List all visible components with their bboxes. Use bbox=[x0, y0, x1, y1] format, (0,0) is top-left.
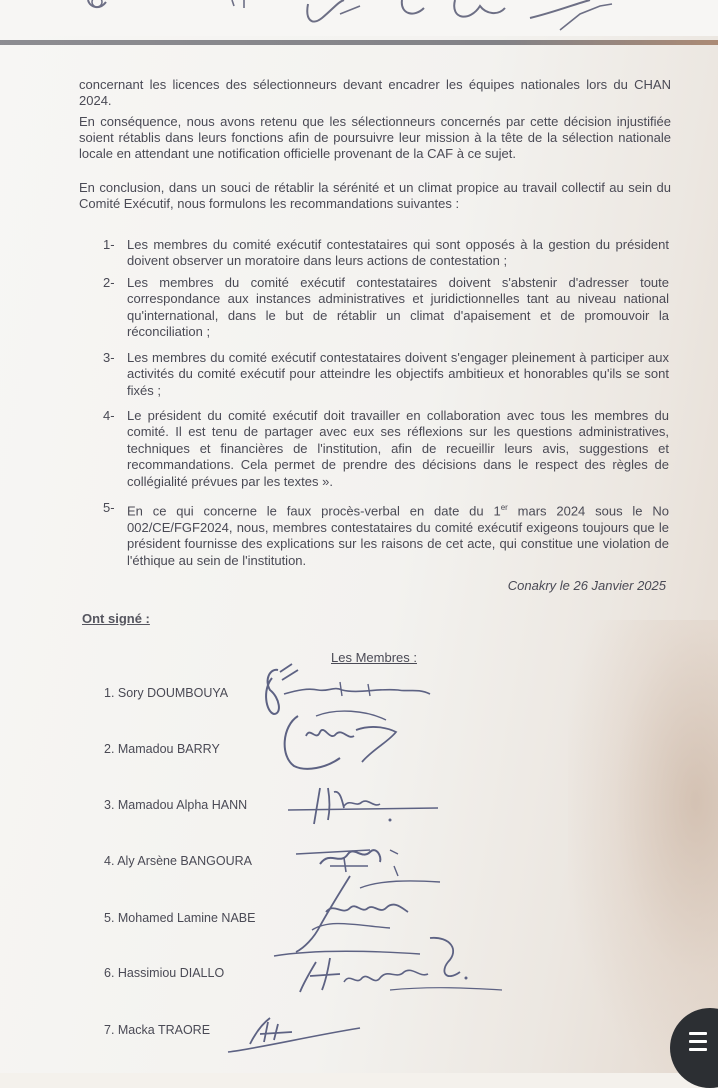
members-heading: Les Membres : bbox=[331, 650, 417, 665]
member-4: 4. Aly Arsène BANGOURA bbox=[104, 854, 252, 868]
recommendation-text: Les membres du comité exécutif contestataires doivent s'abstenir d'adresser toute correspondance aux instances administratives et juridictionnelles tant au niveau national qu'international, dans le but de rétablir un climat d'apaisement et de promouvoir la réconciliation ; bbox=[127, 275, 669, 340]
recommendation-text: Les membres du comité exécutif contestataires qui sont opposés à la gestion du président doivent observer un moratoire dans leurs actions de contestation ; bbox=[127, 237, 669, 269]
recommendation-4 bbox=[103, 408, 669, 490]
member-5: 5. Mohamed Lamine NABE bbox=[104, 911, 256, 925]
recommendation-number: 4- bbox=[103, 408, 115, 423]
recommendation-text-start: En ce qui concerne le faux procès-verbal en date du 1 bbox=[127, 503, 501, 519]
member-2: 2. Mamadou BARRY bbox=[104, 742, 220, 756]
recommendation-1 bbox=[103, 237, 669, 270]
paragraph-conclusion bbox=[79, 180, 671, 212]
recommendation-text-end: mars 2024 sous le No 002/CE/FGF2024, nous, membres contestataires du comité exécutif exigeons toujours que le président fournisse des explications sur les raisons de cet acte, qui constitue une violation de l'éthique au sein de l'institution. bbox=[127, 503, 669, 568]
conclusion-lead: En conclusion bbox=[79, 180, 161, 195]
member-1: 1. Sory DOUMBOUYA bbox=[104, 686, 229, 700]
signed-label: Ont signé : bbox=[82, 611, 150, 626]
recommendation-3 bbox=[103, 350, 669, 399]
recommendation-text: Les membres du comité exécutif contestataires doivent s'engager pleinement à participer aux activités du comité exécutif pour atteindre les objectifs ambitieux et honorables qu'ils se sont fixés ; bbox=[127, 350, 669, 398]
recommendation-number: 1- bbox=[103, 237, 115, 252]
member-3: 3. Mamadou Alpha HANN bbox=[104, 798, 248, 812]
place-date: Conakry le 26 Janvier 2025 bbox=[507, 578, 666, 593]
recommendation-number: 3- bbox=[103, 350, 115, 365]
recommendation-number: 5- bbox=[103, 500, 115, 515]
recommendation-number: 2- bbox=[103, 275, 115, 290]
recommendation-2 bbox=[103, 275, 669, 341]
recommendation-text: Le président du comité exécutif doit travailler en collaboration avec tous les membres du comité. Il est tenu de partager avec eux ses réflexions sur les questions administratives, techniques et financières de l'institution, afin de recueillir leurs avis, suggestions et recommandations. Cela permet de prendre des décisions dans le respect des règles de collégialité prévues par les textes ». bbox=[127, 408, 669, 489]
member-7: 7. Macka TRAORE bbox=[104, 1023, 211, 1037]
recommendation-text bbox=[127, 500, 669, 569]
date-superscript: er bbox=[500, 503, 508, 512]
top-divider bbox=[0, 40, 718, 45]
conclusion-text: , dans un souci de rétablir la sérénité et un climat propice au travail collectif au sein du Comité Exécutif, nous formulons les recommandations suivantes : bbox=[79, 180, 671, 211]
member-6: 6. Hassimiou DIALLO bbox=[104, 966, 225, 980]
top-signature-fragment bbox=[0, 0, 718, 36]
recommendation-5 bbox=[103, 500, 669, 569]
paragraph-consequence: En conséquence, nous avons retenu que les sélectionneurs concernés par cette décision injustifiée soient rétablis dans leurs fonctions afin de poursuivre leur mission à la tête de la sélection nationale locale en attendant une notification officielle provenant de la CAF à ce sujet. bbox=[79, 114, 671, 161]
paragraph-licences: concernant les licences des sélectionneurs devant encadrer les équipes nationales lors du CHAN 2024. bbox=[79, 77, 671, 108]
